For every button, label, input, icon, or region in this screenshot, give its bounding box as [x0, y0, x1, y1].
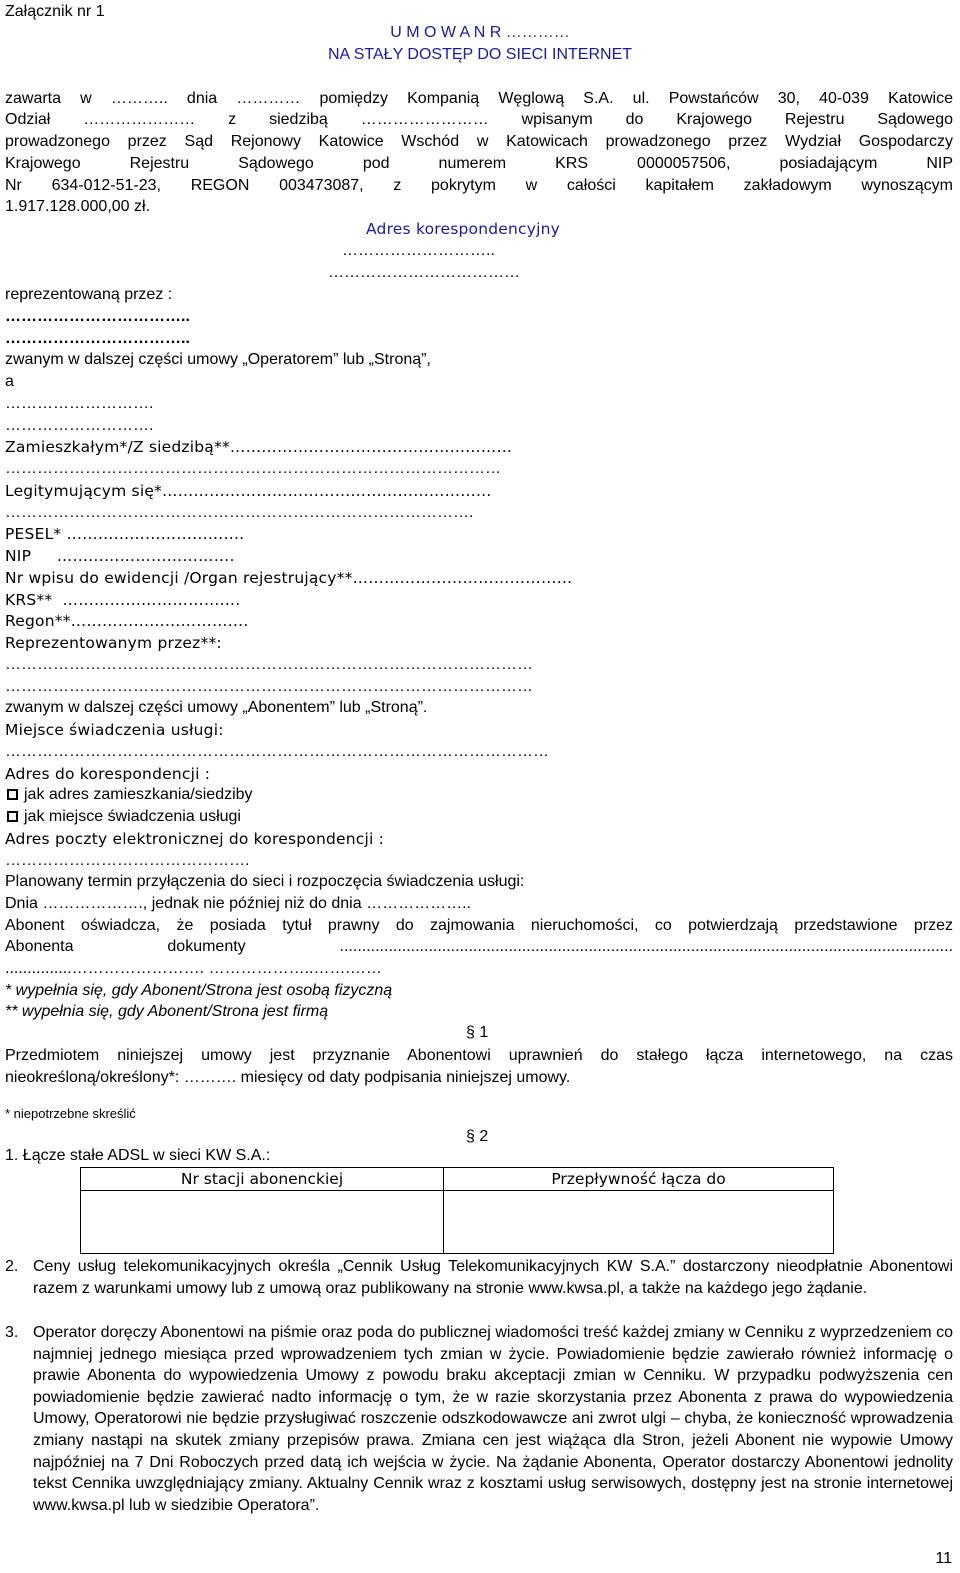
operator-rep-dots-1: ……………………………..: [5, 308, 190, 325]
email-label: Adres poczty elektronicznej do korespondencji :: [5, 830, 385, 848]
intro-line-2: Odział ………………… z siedzibą …………………… wpisanym do Krajowego Rejestru Sądowego: [5, 111, 953, 128]
subscriber-registry: Nr wpisu do ewidencji /Organ rejestrujący**……………………………………: [5, 569, 573, 587]
operator-rep-dots-2: ……………………………..: [5, 330, 190, 347]
subscriber-krs: KRS** …………………………….: [5, 591, 241, 609]
subscriber-residence: Zamieszkałym*/Z siedzibą**……………………………………...………: [5, 438, 513, 456]
stations-table: [80, 1167, 834, 1254]
operator-represented-by: reprezentowaną przez :: [5, 286, 173, 303]
table-cell-station[interactable]: [81, 1191, 444, 1254]
intro-line-5: Nr 634-012-51-23, REGON 003473087, z pokrytym w całości kapitałem zakładowym wynoszącym: [5, 177, 953, 194]
intro-line-1: zawarta w ……….. dnia ………… pomiędzy Kompanią Węglową S.A. ul. Powstańców 30, 40-039 Katowice: [5, 90, 953, 107]
subscriber-residence-dots: …………………………………………………………………………………: [5, 460, 501, 477]
conjunction-and: a: [5, 373, 14, 390]
contract-title: U M O W A N R …………: [390, 24, 570, 41]
subscriber-represented: Reprezentowanym przez**:: [5, 634, 222, 652]
subscriber-nip: NIP …………………………….: [5, 547, 235, 565]
page-number: 11: [935, 1550, 952, 1567]
item-3-text: Operator doręczy Abonentowi na piśmie oraz poda do publicznej wiadomości treść każdej zmiany w Cenniku z wyprzedzeniem co najmniej jednego miesiąca przed wprowadzeniem tych zmian w życie. Powiadomienie będzie zawierało również informację o prawie Abonenta do wypowiedzenia Umowy z powodu braku akceptacji zmian w Cenniku. W przypadku podwyższenia cen powiadomienie będzie zawierać nadto informację o tym, że w razie skorzystania przez Abonenta z prawa do wypowiedzenia Umowy, Operatorowi nie będzie przysługiwać roszczenie odszkodowawcze ani zwrot ulgi – chyba, że konieczność wprowadzenia zmiany nastąpi na skutek zmiany przepisów prawa. Zmiana cen jest wiążąca dla Stron, jeżeli Abonent nie wypowie Umowy najpóźniej na 7 Dni Roboczych przed datą ich wejścia w życie. Na żądanie Abonenta, Operator dostarczy Abonentowi jednolity tekst Cennika uwzględniający zmiany. Aktualny Cennik wraz z kosztami usług serwisowych, dostępny jest na stronie internetowej www.kwsa.pl lub w siedzibie Operatora”.: [33, 1324, 953, 1514]
declaration-line-3: ...............……………………. ………………..…….……: [5, 960, 382, 977]
correspondence-address-label: Adres do korespondencji :: [5, 765, 211, 783]
item-2-text: Ceny usług telekomunikacyjnych określa „Cennik Usług Telekomunikacyjnych KW S.A.” dostarczony nieodpłatnie Abonentowi razem z warunkami umowy lub z umową oraz publikowany na stronie www.kwsa.pl, a także na każdego jego żądanie.: [33, 1258, 953, 1297]
item-2-number: 2.: [5, 1258, 19, 1275]
footnote-natural-person: * wypełnia się, gdy Abonent/Strona jest osobą fizyczną: [5, 982, 393, 999]
item-2: [5, 1256, 953, 1299]
section-2-mark: § 2: [466, 1128, 489, 1145]
strike-note: * niepotrzebne skreślić: [5, 1106, 136, 1121]
option-residence-label: jak adres zamieszkania/siedziby: [24, 786, 253, 803]
email-dots: ……………………………………….: [5, 852, 250, 869]
checkbox-icon[interactable]: [7, 811, 18, 822]
planned-date-line: Dnia ………………., jednak nie później niż do dnia ………………..: [5, 895, 471, 912]
item-3-number: 3.: [5, 1324, 19, 1341]
footnote-company: ** wypełnia się, gdy Abonent/Strona jest firmą: [5, 1003, 329, 1020]
correspondence-dots-2: ………………………………: [328, 264, 520, 281]
intro-line-6: 1.917.128.000,00 zł.: [5, 198, 151, 215]
subscriber-called: zwanym w dalszej części umowy „Abonentem” lub „Stroną”.: [5, 699, 428, 716]
declaration-line-1: Abonent oświadcza, że posiada tytuł prawny do zajmowania nieruchomości, co potwierdzają przedstawione przez: [5, 917, 953, 934]
section-1-line-2: nieokreśloną/określony*: ………. miesięcy od daty podpisania niniejszej umowy.: [5, 1069, 571, 1086]
table-cell-bandwidth[interactable]: [444, 1191, 834, 1254]
service-place-dots: …………………………………………………………………………………………: [5, 743, 549, 760]
subscriber-regon: Regon**…………………………….: [5, 612, 249, 630]
subscriber-rep-dots-1: ………………………………………………………………………………………: [5, 656, 533, 673]
attachment-label: Załącznik nr 1: [5, 3, 105, 20]
subscriber-pesel: PESEL* …………………………….: [5, 525, 245, 543]
item-1: 1. Łącze stałe ADSL w sieci KW S.A.:: [5, 1147, 271, 1164]
subscriber-dots-b: ……………………….: [5, 417, 154, 434]
section-1-line-1: Przedmiotem niniejszej umowy jest przyznanie Abonentowi uprawnień do stałego łącza internetowego, na czas: [5, 1047, 953, 1064]
contract-subtitle: NA STAŁY DOSTĘP DO SIECI INTERNET: [327, 46, 633, 63]
operator-called: zwanym w dalszej części umowy „Operatorem” lub „Stroną”,: [5, 351, 431, 368]
service-place-label: Miejsce świadczenia usługi:: [5, 721, 224, 739]
checkbox-icon[interactable]: [7, 789, 18, 800]
intro-line-4: Krajowego Rejestru Sądowego pod numerem KRS 0000057506, posiadającym NIP: [5, 155, 953, 172]
declaration-line-2: Abonenta dokumenty ..........................................................................................................................................: [5, 938, 953, 955]
planned-date-label: Planowany termin przyłączenia do sieci i rozpoczęcia świadczenia usługi:: [5, 873, 525, 890]
subscriber-dots-a: ……………………….: [5, 395, 154, 412]
section-1-mark: § 1: [466, 1024, 489, 1041]
intro-line-3: prowadzonego przez Sąd Rejonowy Katowice Wschód w Katowicach prowadzonego przez Wydział Gospodarczy: [5, 133, 953, 150]
subscriber-legitimation-dots: …………………………………………………………………………….: [5, 504, 474, 521]
option-service-place[interactable]: [5, 807, 241, 827]
subscriber-legitimation: Legitymującym się*……………………………………………………...: [5, 482, 492, 500]
subscriber-rep-dots-2: ………………………………………………………………………………………: [5, 678, 533, 695]
option-service-place-label: jak miejsce świadczenia usługi: [24, 808, 241, 825]
item-3: [5, 1322, 953, 1516]
option-residence[interactable]: [5, 785, 253, 805]
col-header-bandwidth: Przepływność łącza do: [444, 1168, 834, 1191]
correspondence-address-heading: Adres korespondencyjny: [366, 220, 561, 238]
col-header-station: Nr stacji abonenckiej: [81, 1168, 444, 1191]
correspondence-dots-1: ………………………..: [342, 242, 495, 259]
